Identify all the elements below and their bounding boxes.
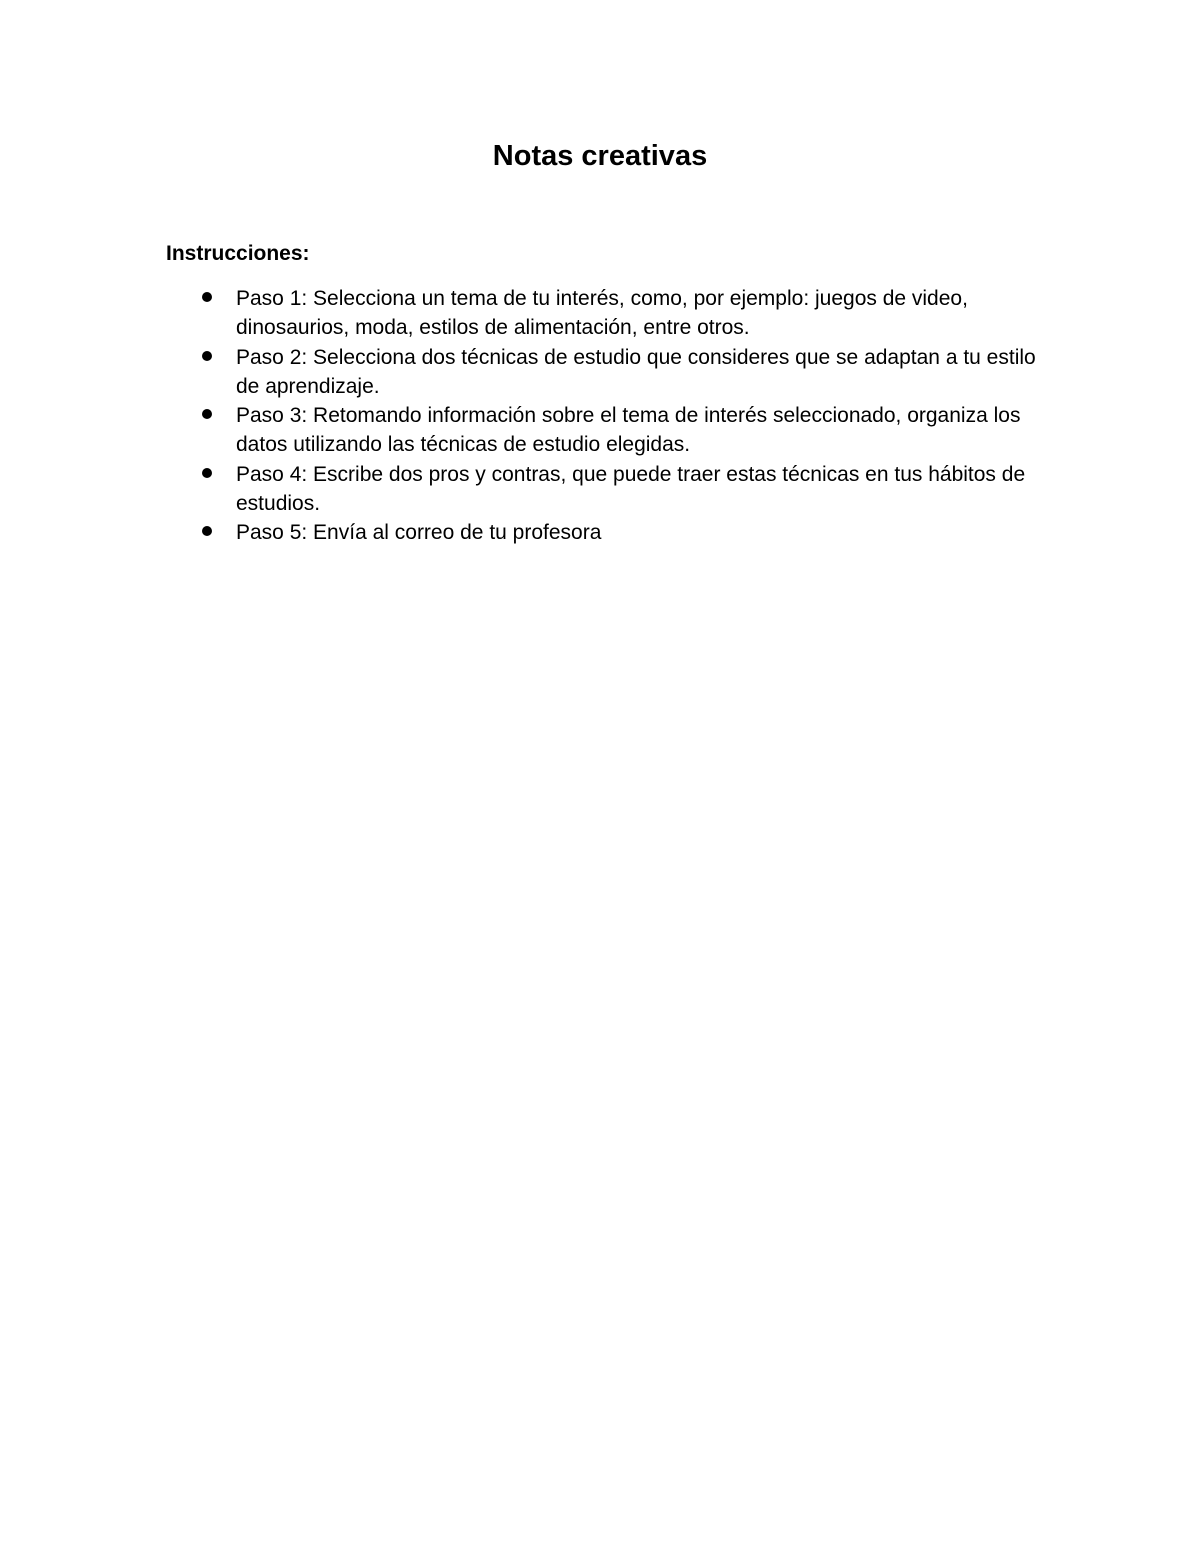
bullet-icon <box>202 351 212 361</box>
step-text: Paso 4: Escribe dos pros y contras, que puede traer estas técnicas en tus hábitos de estudios. <box>236 462 1026 516</box>
list-item-step-5 <box>166 518 1046 547</box>
instructions-heading: Instrucciones: <box>166 242 310 265</box>
instructions-list <box>166 284 1046 548</box>
step-text: Paso 3: Retomando información sobre el tema de interés seleccionado, organiza los datos utilizando las técnicas de estudio elegidas. <box>236 404 1021 457</box>
bullet-icon <box>202 409 212 419</box>
step-text: Paso 5: Envía al correo de tu profesora <box>236 521 602 545</box>
list-item-step-1 <box>166 284 1046 343</box>
bullet-icon <box>202 468 212 478</box>
list-item-step-3 <box>166 401 1046 460</box>
bullet-icon <box>202 526 212 536</box>
document-title: Notas creativas <box>492 140 708 172</box>
list-item-step-2 <box>166 343 1046 402</box>
list-item-step-4 <box>166 460 1046 519</box>
bullet-icon <box>202 292 212 302</box>
step-text: Paso 1: Selecciona un tema de tu interés, como, por ejemplo: juegos de video, dinosaurios, moda, estilos de alimentación, entre otros. <box>236 287 968 340</box>
step-text: Paso 2: Selecciona dos técnicas de estudio que consideres que se adaptan a tu estilo de aprendizaje. <box>236 345 1036 398</box>
